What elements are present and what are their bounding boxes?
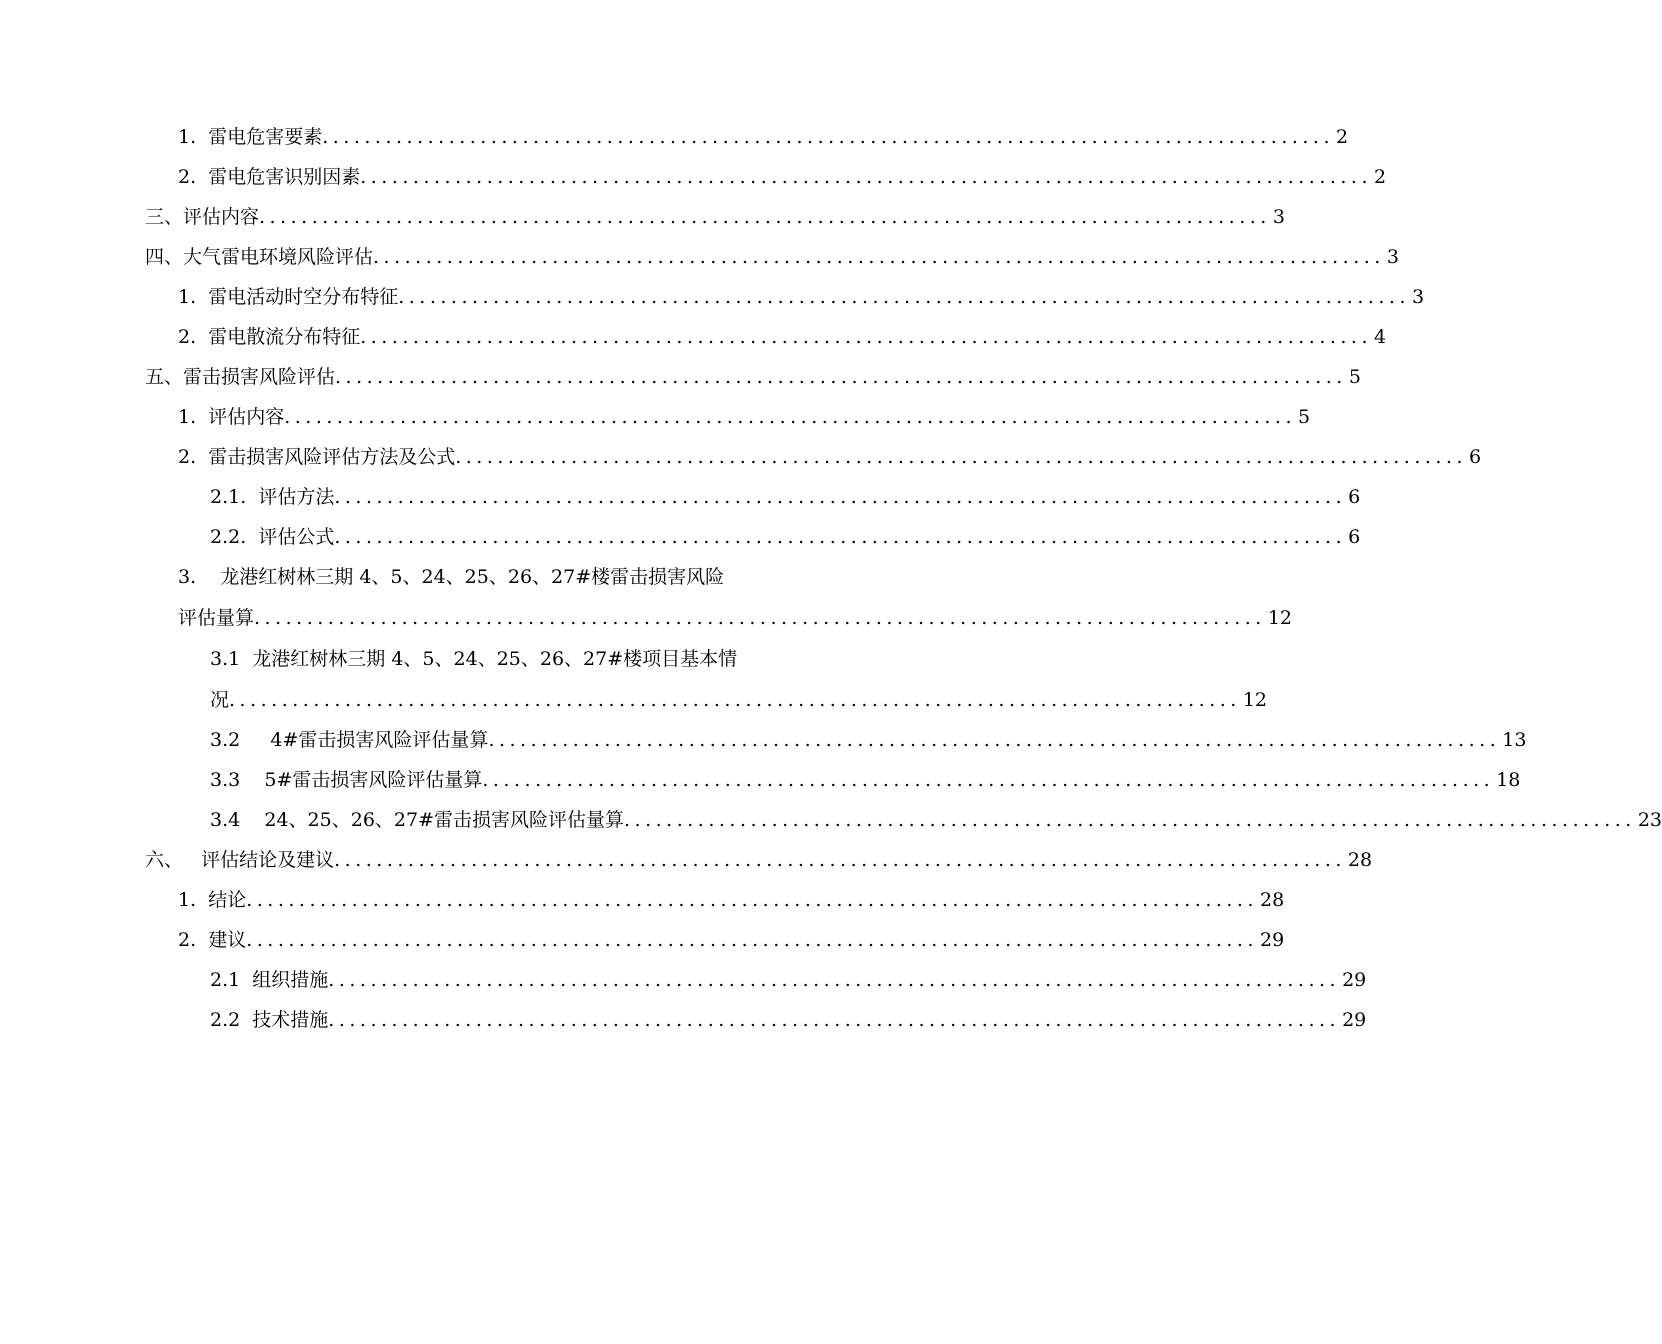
- toc-entry[interactable]: [210, 477, 1361, 517]
- toc-entry-title: 2.2. 评估公式: [210, 526, 335, 548]
- toc-dot-leader: ................................................................................................: [334, 486, 1347, 508]
- toc-entry-title: 3.1 龙港红树林三期 4、5、24、25、26、27#楼项目基本情: [210, 648, 738, 670]
- toc-entry-page: 12: [1242, 689, 1267, 711]
- toc-dot-leader: ................................................................................................: [246, 889, 1259, 911]
- toc-entry-title: 1. 雷电危害要素: [178, 126, 323, 148]
- toc-entry-title: 2.1 组织措施: [210, 969, 329, 991]
- toc-entry-page: 2: [1336, 126, 1349, 148]
- toc-dot-leader: ................................................................................................: [284, 406, 1297, 428]
- toc-entry[interactable]: [145, 840, 1373, 880]
- toc-entry-page: 29: [1342, 969, 1367, 991]
- toc-entry-title: 2.2 技术措施: [210, 1009, 329, 1031]
- toc-dot-leader: ................................................................................................: [455, 446, 1468, 468]
- toc-entry-page: 29: [1342, 1009, 1367, 1031]
- toc-entry-wrapped-second-line[interactable]: [178, 598, 1292, 638]
- toc-dot-leader: ................................................................................................: [373, 246, 1385, 268]
- toc-entry[interactable]: [210, 800, 1662, 840]
- toc-dot-leader: ................................................................................................: [335, 366, 1347, 388]
- toc-dot-leader: ................................................................................................: [360, 326, 1373, 348]
- toc-entry[interactable]: [178, 277, 1425, 317]
- toc-entry[interactable]: [145, 197, 1285, 237]
- toc-entry-page: 23: [1637, 809, 1662, 831]
- toc-entry-title: 四、大气雷电环境风险评估: [145, 246, 374, 268]
- toc-entry-title: 2.1. 评估方法: [210, 486, 335, 508]
- toc-entry-page: 29: [1260, 929, 1285, 951]
- toc-entry-page: 5: [1348, 366, 1361, 388]
- toc-entry[interactable]: [210, 517, 1361, 557]
- toc-entry[interactable]: [210, 720, 1527, 760]
- toc-entry-page: 3: [1412, 286, 1425, 308]
- toc-entry-page: 5: [1298, 406, 1311, 428]
- toc-entry-title: 三、评估内容: [145, 206, 260, 228]
- toc-entry[interactable]: [145, 357, 1361, 397]
- toc-dot-leader: ................................................................................................: [398, 286, 1411, 308]
- toc-entry-wrapped-first-line[interactable]: [210, 639, 805, 679]
- toc-dot-leader: ................................................................................................: [482, 769, 1495, 791]
- toc-dot-leader: ................................................................................................: [322, 126, 1335, 148]
- toc-entry[interactable]: [210, 1000, 1367, 1040]
- toc-entry-title: 2. 雷击损害风险评估方法及公式: [178, 446, 456, 468]
- toc-entry-title: 五、雷击损害风险评估: [145, 366, 336, 388]
- toc-entry-title: 2. 建议: [178, 929, 247, 951]
- toc-entry-title: 3.2 4#雷击损害风险评估量算: [210, 729, 489, 751]
- toc-entry-title: 3.4 24、25、26、27#雷击损害风险评估量算: [210, 809, 625, 831]
- toc-dot-leader: ................................................................................................: [360, 166, 1373, 188]
- toc-dot-leader: ................................................................................................: [254, 607, 1266, 629]
- toc-entry-page: 13: [1502, 729, 1527, 751]
- toc-entry-page: 18: [1496, 769, 1521, 791]
- toc-entry-page: 3: [1386, 246, 1399, 268]
- toc-entry[interactable]: [210, 760, 1521, 800]
- toc-dot-leader: ................................................................................................: [334, 526, 1347, 548]
- toc-entry-title: 1. 评估内容: [178, 406, 285, 428]
- toc-entry-wrapped-first-line[interactable]: [178, 557, 805, 597]
- toc-entry-page: 6: [1348, 526, 1361, 548]
- toc-entry-title: 3.3 5#雷击损害风险评估量算: [210, 769, 483, 791]
- toc-dot-leader: ................................................................................................: [488, 729, 1501, 751]
- toc-entry-title: 2. 雷电散流分布特征: [178, 326, 361, 348]
- toc-dot-leader: ................................................................................................: [624, 809, 1636, 831]
- toc-entry-wrapped-second-line[interactable]: [210, 680, 1267, 720]
- toc-entry-page: 6: [1348, 486, 1361, 508]
- toc-dot-leader: ................................................................................................: [328, 1009, 1341, 1031]
- toc-entry-title: 况: [210, 689, 230, 711]
- toc-entry-title: 1. 雷电活动时空分布特征: [178, 286, 399, 308]
- toc-entry-page: 2: [1374, 166, 1387, 188]
- toc-entry[interactable]: [178, 920, 1285, 960]
- toc-entry[interactable]: [178, 317, 1387, 357]
- toc-entry[interactable]: [178, 437, 1482, 477]
- toc-entry[interactable]: [145, 237, 1399, 277]
- toc-dot-leader: ................................................................................................: [334, 849, 1346, 871]
- toc-dot-leader: ................................................................................................: [246, 929, 1259, 951]
- toc-entry[interactable]: [178, 117, 1349, 157]
- toc-dot-leader: ................................................................................................: [229, 689, 1241, 711]
- toc-entry[interactable]: [178, 880, 1285, 920]
- toc-entry[interactable]: [178, 397, 1311, 437]
- toc-entry-title: 2. 雷电危害识别因素: [178, 166, 361, 188]
- toc-entry-page: 3: [1272, 206, 1285, 228]
- toc-entry-page: 12: [1267, 607, 1292, 629]
- toc-dot-leader: ................................................................................................: [259, 206, 1271, 228]
- toc-entry[interactable]: [178, 157, 1387, 197]
- toc-entry-page: 6: [1469, 446, 1482, 468]
- toc-entry-title: 六、 评估结论及建议: [145, 849, 335, 871]
- toc-entry-title: 1. 结论: [178, 889, 247, 911]
- toc-dot-leader: ................................................................................................: [328, 969, 1341, 991]
- toc-entry-title: 3. 龙港红树林三期 4、5、24、25、26、27#楼雷击损害风险: [178, 566, 725, 588]
- toc-entry[interactable]: [210, 960, 1367, 1000]
- toc-entry-title: 评估量算: [178, 607, 255, 629]
- toc-entry-page: 28: [1347, 849, 1373, 871]
- toc-entry-page: 4: [1374, 326, 1387, 348]
- toc-entry-page: 28: [1260, 889, 1285, 911]
